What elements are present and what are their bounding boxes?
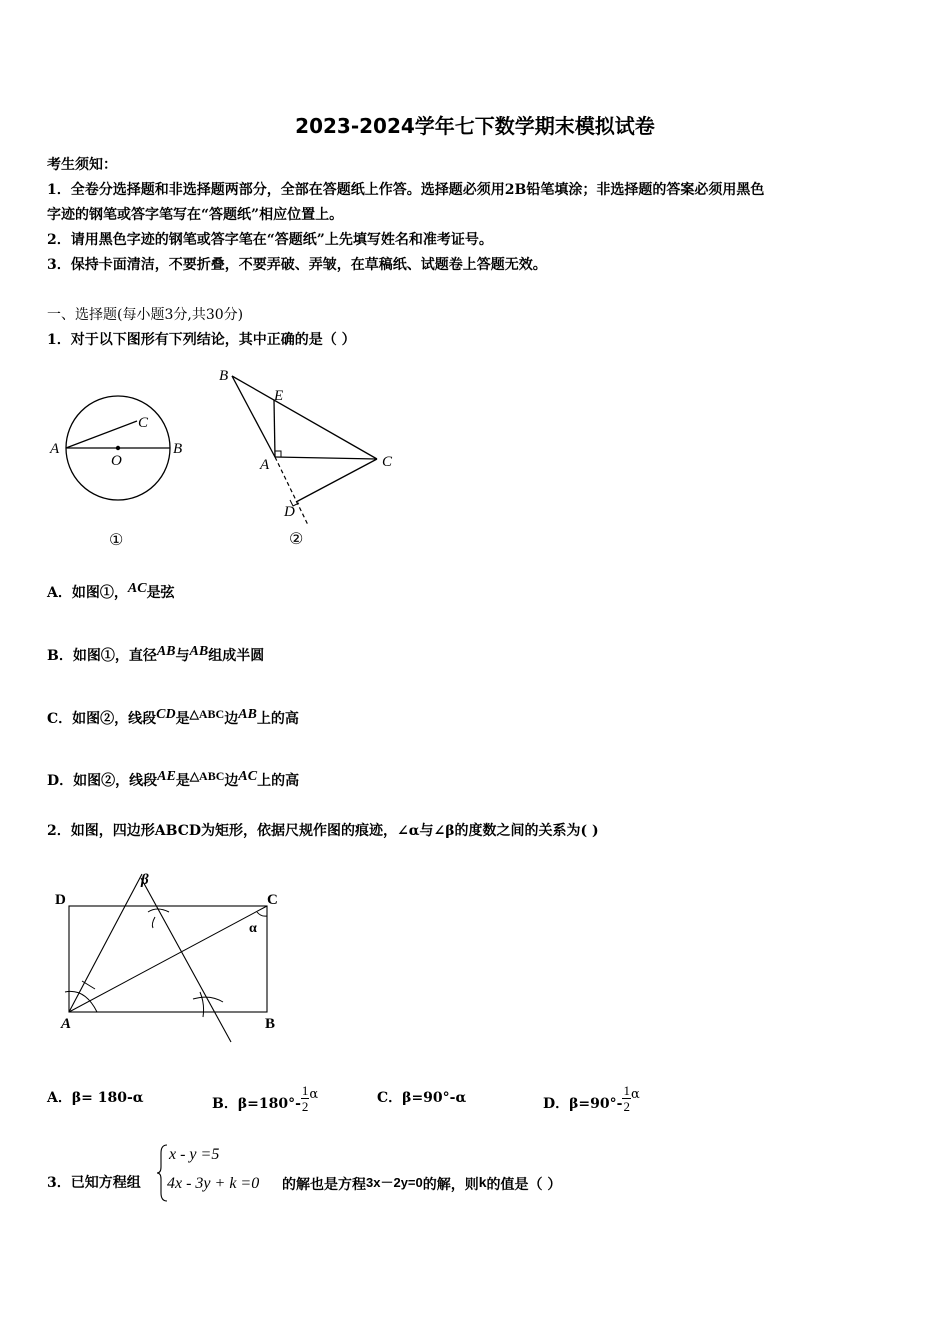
svg-text:A: A: [61, 1016, 72, 1032]
center-point: [116, 446, 120, 450]
svg-text:D: D: [284, 504, 295, 520]
svg-text:β: β: [141, 872, 149, 888]
q1-figure-2: [212, 362, 412, 557]
q1-stem: 1．对于以下图形有下列结论，其中正确的是（ ）: [47, 332, 356, 348]
svg-text:α: α: [249, 921, 257, 936]
caption-2: ②: [289, 531, 304, 548]
q3-prefix: 3．已知方程组: [47, 1175, 141, 1191]
svg-text:C: C: [382, 454, 393, 470]
notice-heading: 考生须知：: [47, 157, 117, 173]
q2-figure: [45, 862, 295, 1047]
notice-line-3: 3．保持卡面清洁，不要折叠，不要弄破、弄皱，在草稿纸、试题卷上答题无效。: [47, 257, 547, 273]
notice-line-2: 2．请用黑色字迹的钢笔或答字笔在“答题纸”上先填写姓名和准考证号。: [47, 232, 493, 248]
brace-icon: [156, 1143, 170, 1203]
q3-eq1: x - y =5: [169, 1146, 220, 1163]
chord-ac: [66, 421, 137, 448]
page-title: 2023-2024学年七下数学期末模拟试卷: [295, 114, 655, 138]
q2-option-c: C．β=90°-α: [377, 1090, 467, 1106]
svg-text:A: A: [260, 457, 270, 473]
svg-text:D: D: [55, 892, 66, 908]
label-a: A: [50, 441, 60, 457]
label-o: O: [111, 453, 122, 469]
q1-figure-1: [45, 385, 195, 555]
notice-line-1b: 字迹的钢笔或答字笔写在“答题纸”相应位置上。: [47, 207, 344, 223]
q2-stem: 2．如图，四边形ABCD为矩形，依据尺规作图的痕迹，∠α与∠β的度数之间的关系为( ): [47, 823, 599, 839]
q2-option-d: D．β=90°- $\frac{1}{2}$ α: [543, 1082, 640, 1114]
q3-suffix: 的解也是方程3x－2y=0的解，则k的值是（ ）: [282, 1174, 562, 1193]
svg-text:B: B: [265, 1016, 276, 1032]
q2-option-b: B．β=180°- $\frac{1}{2}$ α: [212, 1082, 319, 1114]
notice-line-1: 1．全卷分选择题和非选择题两部分，全部在答题纸上作答。选择题必须用2B铅笔填涂；非选择题的答案必须用黑色: [47, 182, 765, 198]
label-c: C: [138, 415, 149, 431]
q1-option-d: D．如图②，线段AE是△ABC边AC上的高: [47, 769, 300, 789]
svg-text:B: B: [219, 368, 229, 384]
q2-option-a: A．β= 180-α: [47, 1090, 144, 1106]
q1-option-a: A．如图①，AC是弦: [47, 581, 175, 601]
svg-text:E: E: [274, 388, 284, 404]
section-heading: 一、选择题(每小题3分,共30分): [47, 307, 244, 323]
label-b: B: [173, 441, 183, 457]
q3-eq2: 4x - 3y + k =0: [167, 1175, 260, 1192]
q1-option-b: B．如图①，直径AB与AB组成半圆: [47, 644, 265, 664]
q1-option-c: C．如图②，线段CD是△ABC边AB上的高: [47, 707, 299, 727]
svg-text:C: C: [267, 892, 278, 908]
caption-1: ①: [109, 532, 124, 549]
